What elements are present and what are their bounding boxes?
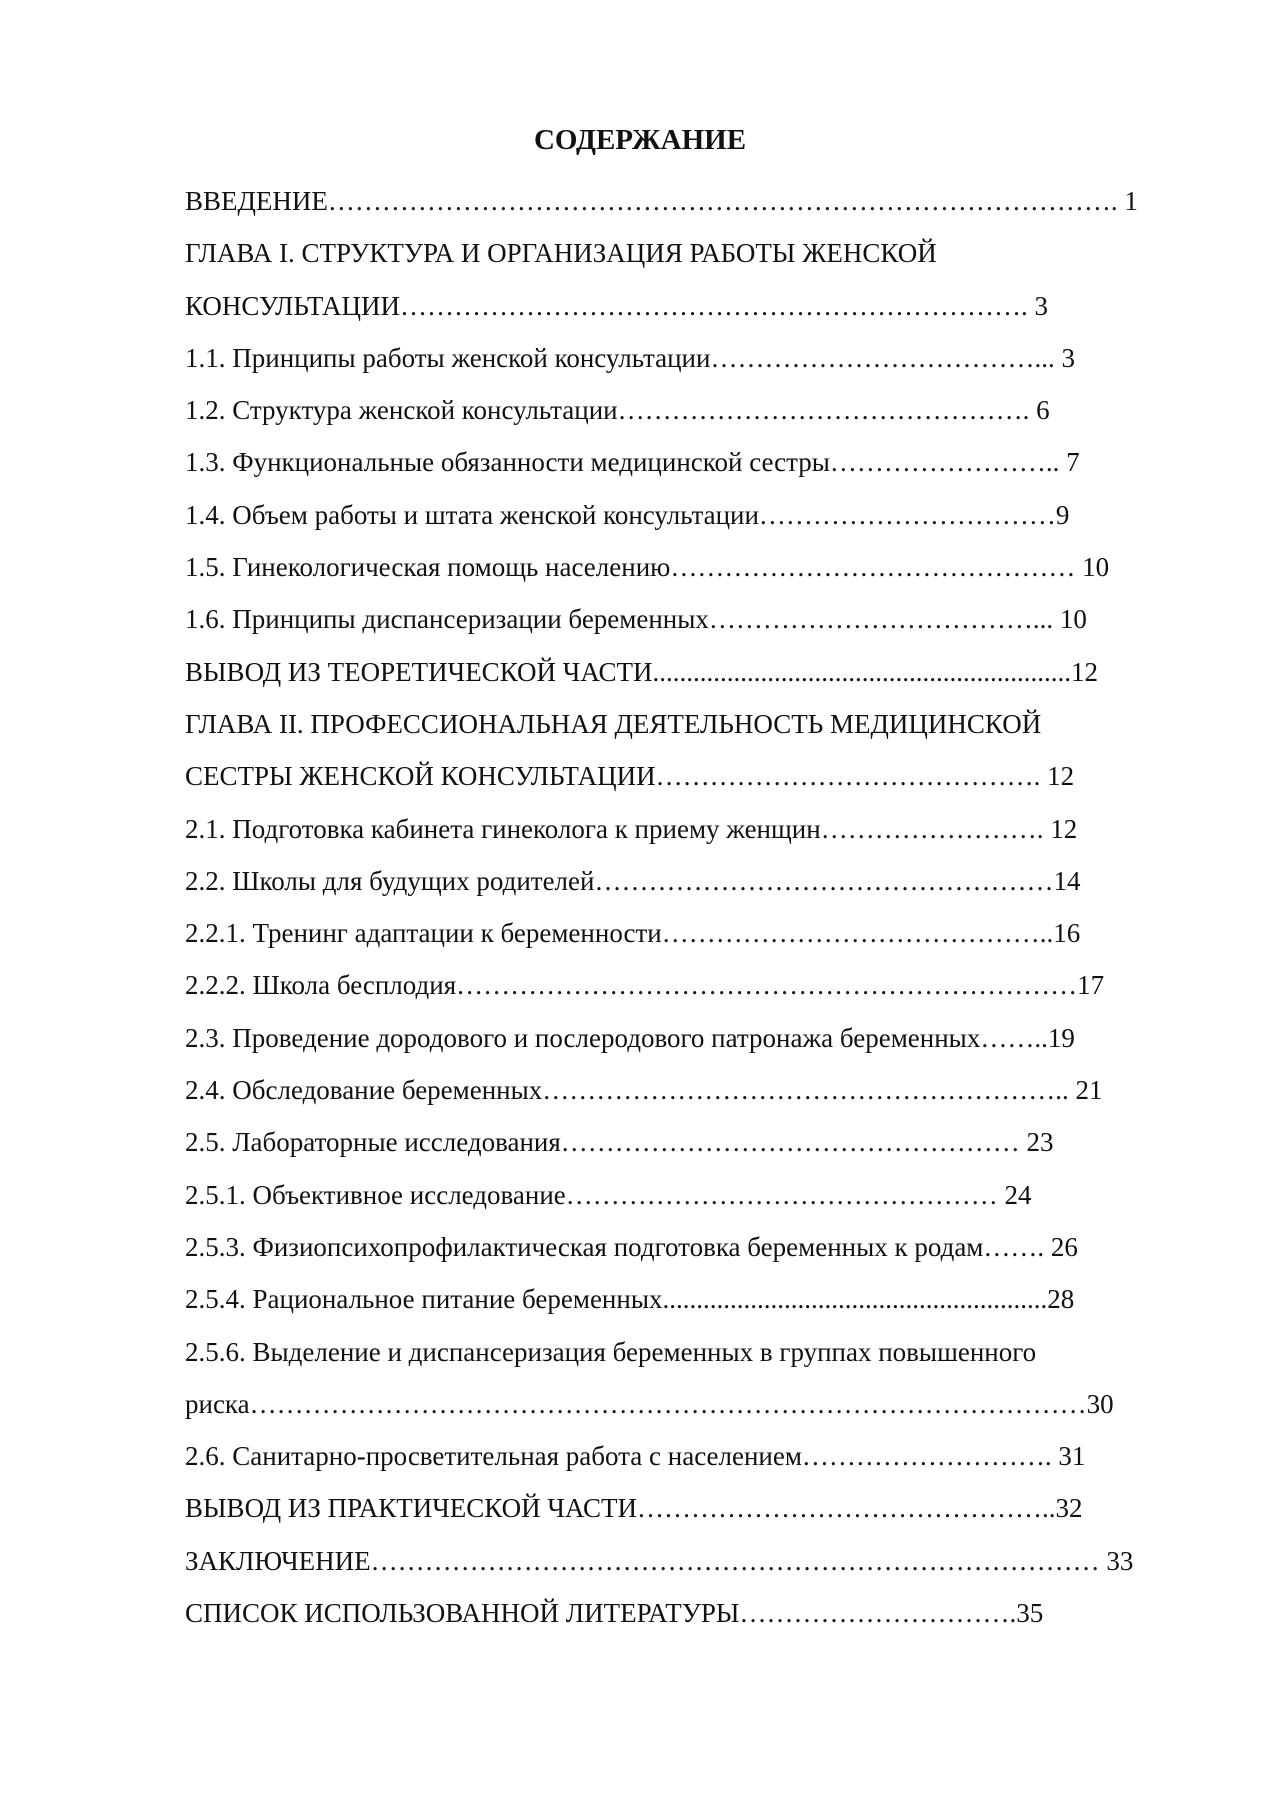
page-title: СОДЕРЖАНИЕ [533,124,747,156]
toc-entry-conclusion: ЗАКЛЮЧЕНИЕ……………………………………………………………………… 33 [185,1545,1134,1576]
toc-entry-chapter-2-title: ГЛАВА II. ПРОФЕССИОНАЛЬНАЯ ДЕЯТЕЛЬНОСТЬ МЕДИЦИНСКОЙ [185,708,1042,739]
toc-entry-references: СПИСОК ИСПОЛЬЗОВАННОЙ ЛИТЕРАТУРЫ………………………….35 [185,1598,1044,1629]
toc-entry-2-5-3: 2.5.3. Физиопсихопрофилактическая подготовка беременных к родам……. 26 [185,1231,1078,1262]
toc-entry-practice-conclusion: ВЫВОД ИЗ ПРАКТИЧЕСКОЙ ЧАСТИ………………………………………..32 [185,1493,1083,1524]
toc-entry-1-5: 1.5. Гинекологическая помощь населению……………………………………… 10 [185,552,1110,583]
toc-entry-2-5-6-cont: риска…………………………………………………………………………………30 [185,1388,1114,1419]
toc-entry-introduction: ВВЕДЕНИЕ……………………………………………………………………………. 1 [185,186,1138,216]
toc-entry-theory-conclusion: ВЫВОД ИЗ ТЕОРЕТИЧЕСКОЙ ЧАСТИ..............................................................12 [185,656,1098,687]
toc-entry-2-4: 2.4. Обследование беременных………………………………………………….. 21 [185,1075,1103,1106]
toc-entry-1-4: 1.4. Объем работы и штата женской консультации……………………………9 [185,499,1070,530]
table-of-contents [185,175,1195,1639]
toc-entry-1-2: 1.2. Структура женской консультации………………………………………. 6 [185,395,1050,426]
toc-entry-2-1: 2.1. Подготовка кабинета гинеколога к приему женщин……………………. 12 [185,813,1078,844]
toc-entry-2-2-1: 2.2.1. Тренинг адаптации к беременности……………………………………..16 [185,918,1081,949]
toc-entry-2-6: 2.6. Санитарно-просветительная работа с населением………………………. 31 [185,1441,1086,1472]
toc-entry-chapter-1-title: ГЛАВА I. СТРУКТУРА И ОРГАНИЗАЦИЯ РАБОТЫ ЖЕНСКОЙ [185,238,937,269]
toc-entry-1-6: 1.6. Принципы диспансеризации беременных………………………………... 10 [185,604,1087,635]
toc-entry-2-5: 2.5. Лабораторные исследования…………………………………………… 23 [185,1127,1054,1158]
toc-entry-2-5-6: 2.5.6. Выделение и диспансеризация беременных в группах повышенного [185,1336,1037,1367]
toc-entry-1-3: 1.3. Функциональные обязанности медицинской сестры…………………….. 7 [185,447,1080,478]
toc-entry-2-3: 2.3. Проведение дородового и послеродового патронажа беременных……..19 [185,1022,1075,1053]
toc-entry-2-2-2: 2.2.2. Школа бесплодия……………………………………………………………17 [185,970,1105,1001]
toc-entry-1-1: 1.1. Принципы работы женской консультации………………………………... 3 [185,342,1075,373]
toc-entry-2-2: 2.2. Школы для будущих родителей……………………………………………14 [185,865,1081,896]
toc-entry-chapter-2-title-cont: СЕСТРЫ ЖЕНСКОЙ КОНСУЛЬТАЦИИ……………………………………. 12 [185,761,1075,792]
toc-entry-2-5-1: 2.5.1. Объективное исследование………………………………………… 24 [185,1179,1032,1210]
toc-entry-chapter-1-title-cont: КОНСУЛЬТАЦИИ……………………………………………………………. 3 [185,290,1048,321]
toc-entry-2-5-4: 2.5.4. Рациональное питание беременных.........................................................28 [185,1284,1075,1315]
